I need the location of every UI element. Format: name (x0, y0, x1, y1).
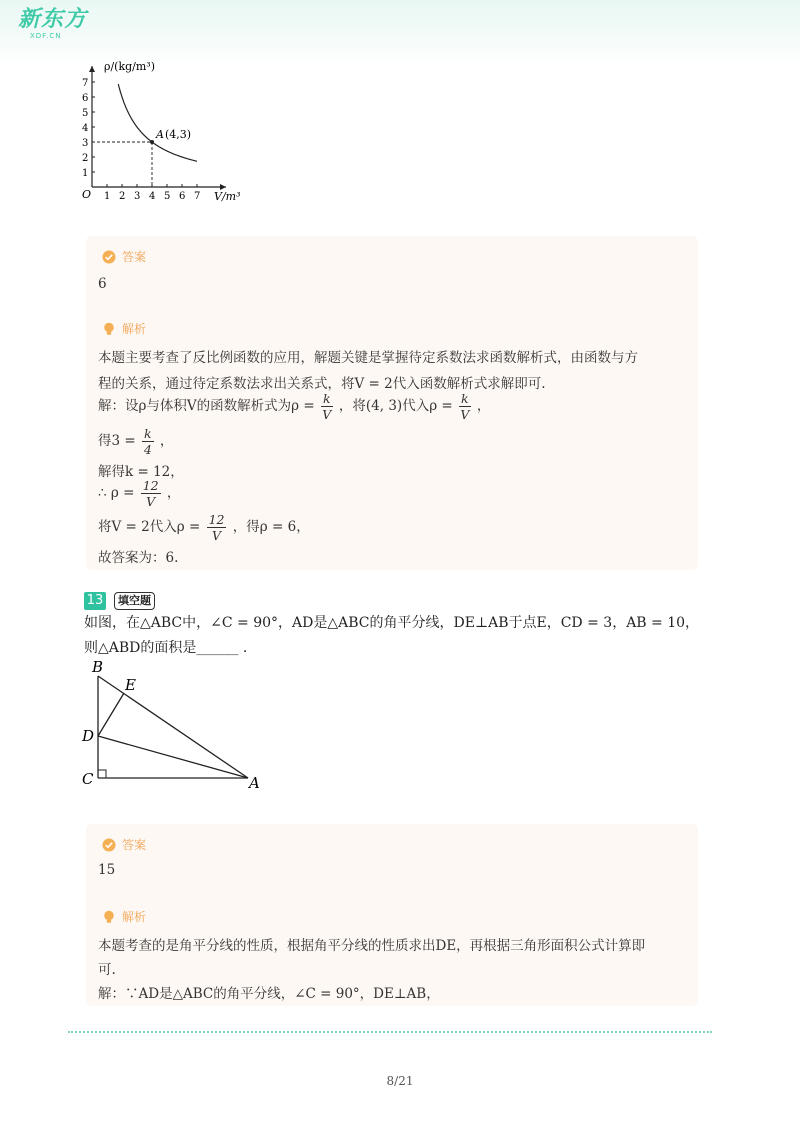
lightbulb-icon (102, 322, 116, 336)
analysis-line-3 (98, 391, 490, 422)
x-axis-label: V/m³ (214, 190, 241, 203)
q12-answer-box (86, 236, 698, 570)
x-tick-label: 5 (164, 191, 171, 202)
analysis-line-2: 可. (98, 962, 116, 978)
y-axis-label: ρ/(kg/m³) (104, 60, 156, 73)
vertex-c: C (82, 770, 94, 788)
y-axis-arrow (89, 66, 95, 72)
analysis-line-1: 本题主要考查了反比例函数的应用，解题关键是掌握待定系数法求函数解析式，由函数与方 (98, 350, 638, 366)
a7-post: ，得ρ = 6， (232, 519, 310, 535)
answer-tag (102, 836, 146, 853)
analysis-line-6 (98, 478, 180, 509)
a6-post: ， (166, 485, 181, 501)
frac-denominator: V (460, 407, 470, 422)
analysis-line-8: 故答案为：6. (98, 550, 179, 566)
frac-denominator: 4 (143, 442, 152, 457)
analysis-tag (102, 908, 146, 925)
a4-post: ， (159, 433, 174, 449)
perpendicular-de (98, 693, 124, 736)
analysis-line-2: 程的关系，通过待定系数法求出关系式，将V = 2代入函数解析式求解即可. (98, 376, 546, 392)
analysis-line-3: 解：∵AD是△ABC的角平分线，∠C = 90°，DE⊥AB， (98, 986, 440, 1002)
inverse-function-graph (78, 52, 258, 212)
analysis-title: 解析 (122, 322, 147, 336)
point-d: D (82, 727, 95, 745)
footer-divider (68, 1031, 712, 1033)
y-tick-label: 2 (82, 153, 89, 164)
analysis-line-4 (98, 426, 173, 457)
inverse-curve (118, 84, 197, 161)
frac-numerator: k (323, 391, 331, 406)
analysis-title: 解析 (122, 910, 147, 924)
logo-main-text: 新东方 (18, 7, 88, 32)
x-tick-label: 3 (134, 191, 141, 202)
analysis-tag (102, 320, 146, 337)
x-tick-label: 7 (194, 191, 201, 202)
a6-pre: ∴ ρ = (98, 485, 135, 501)
page-number: 8/21 (386, 1074, 414, 1088)
logo-sub-text: XDF.CN (30, 32, 62, 40)
point-a-label: A (156, 128, 164, 141)
x-tick-label: 6 (179, 191, 186, 202)
check-badge-icon (102, 838, 116, 852)
point-a (150, 140, 154, 144)
analysis-line-5: 解得k = 12， (98, 464, 184, 480)
a3-post: ， (476, 398, 491, 414)
answer-title: 答案 (122, 250, 147, 264)
question-line-1: 如图，在△ABC中，∠C = 90°，AD是△ABC的角平分线，DE⊥AB于点E，CD = 3，AB = 10， (84, 615, 700, 631)
frac-denominator: V (146, 494, 156, 509)
check-badge-icon (102, 250, 116, 264)
frac-numerator: k (144, 426, 152, 441)
question-number: 13 (84, 592, 106, 610)
q13-answer-box (86, 824, 698, 1006)
question-type-badge: 填空题 (114, 592, 155, 610)
a3-mid: ，将(4, 3)代入ρ = (338, 398, 453, 414)
fraction-12-over-v (207, 512, 227, 543)
x-tick-label: 2 (119, 191, 126, 202)
a4-pre: 得3 = (98, 433, 136, 449)
vertex-a: A (249, 774, 260, 792)
y-tick-label: 5 (82, 108, 89, 119)
point-a-coords: (4,3) (165, 128, 192, 141)
analysis-line-1: 本题考查的是角平分线的性质，根据角平分线的性质求出DE，再根据三角形面积公式计算即 (98, 938, 646, 954)
frac-denominator: V (212, 528, 222, 543)
a3-pre: 解：设ρ与体积V的函数解析式为ρ = (98, 398, 315, 414)
analysis-line-7 (98, 512, 310, 543)
fraction-k-over-v (459, 391, 471, 422)
frac-denominator: V (322, 407, 332, 422)
x-tick-label: 4 (149, 191, 156, 202)
lightbulb-icon (102, 910, 116, 924)
y-tick-label: 6 (82, 93, 89, 104)
bisector-ad (98, 736, 248, 778)
x-tick-label: 1 (104, 191, 111, 202)
origin-label: O (82, 188, 92, 201)
fraction-12-over-v (141, 478, 161, 509)
side-ab (98, 676, 248, 778)
right-angle-mark (98, 770, 106, 778)
a7-pre: 将V = 2代入ρ = (98, 519, 201, 535)
fraction-k-over-4 (142, 426, 154, 457)
fraction-k-over-v (321, 391, 333, 422)
y-tick-label: 4 (82, 123, 89, 134)
y-tick-label: 3 (82, 138, 89, 149)
vertex-b: B (92, 658, 104, 676)
answer-title: 答案 (122, 838, 147, 852)
point-e: E (125, 676, 136, 694)
answer-tag (102, 248, 146, 265)
question-line-2: 则△ABD的面积是______ . (84, 640, 248, 656)
answer-value: 15 (98, 862, 116, 878)
frac-numerator: 12 (142, 478, 159, 493)
y-ticks (82, 78, 95, 179)
y-tick-label: 1 (82, 168, 89, 179)
brand-logo (18, 8, 87, 40)
answer-value: 6 (98, 276, 107, 292)
triangle-figure (74, 656, 274, 796)
y-tick-label: 7 (82, 78, 89, 89)
frac-numerator: 12 (208, 512, 225, 527)
frac-numerator: k (461, 391, 469, 406)
